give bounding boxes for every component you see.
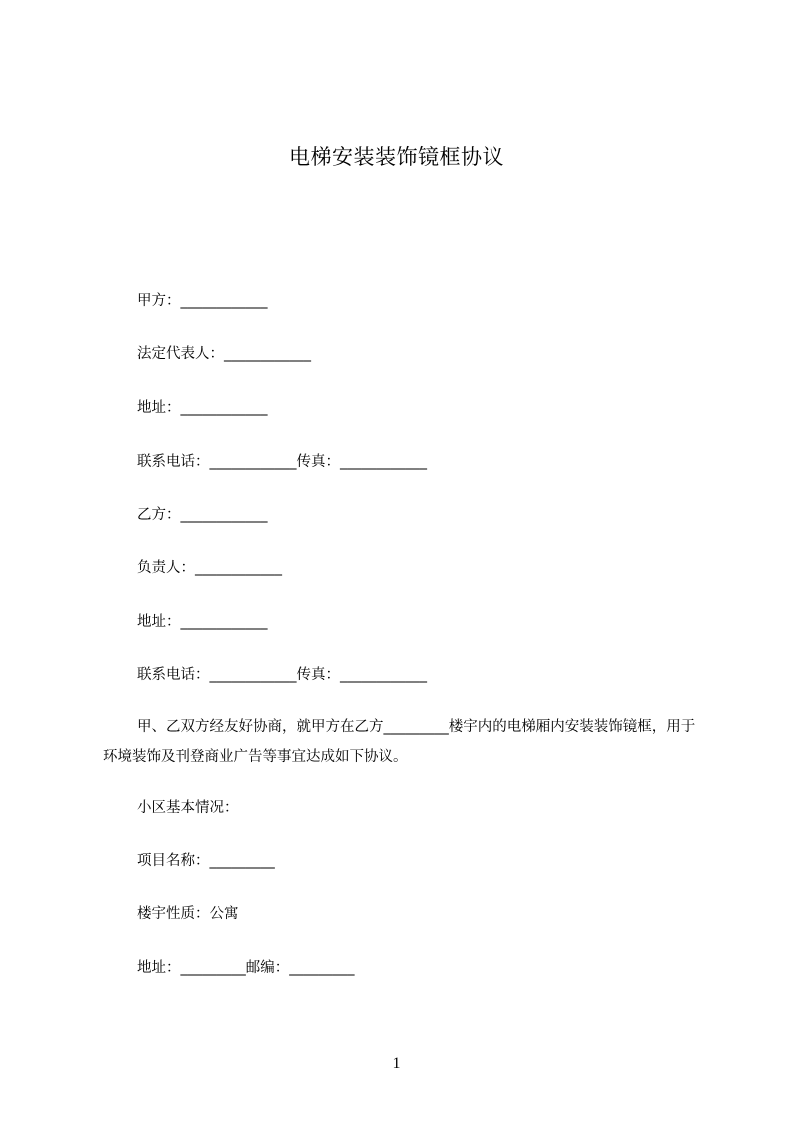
- intro-paragraph: 甲、乙双方经友好协商，就甲方在乙方_________楼宇内的电梯厢内安装装饰镜框，用于环境装饰及刊登商业广告等事宜达成如下协议。: [103, 719, 696, 765]
- page-number: 1: [392, 1055, 401, 1072]
- party-a-address-line: 地址：____________: [137, 400, 268, 416]
- community-heading: 小区基本情况：: [137, 800, 239, 816]
- party-b-line: 乙方：____________: [137, 507, 268, 523]
- project-name-line: 项目名称：_________: [137, 853, 275, 869]
- party-b-contact-line: 联系电话：____________传真：____________: [137, 667, 427, 683]
- document-title: 电梯安装装饰镜框协议: [289, 145, 504, 169]
- community-address-line: 地址：_________邮编：_________: [137, 960, 355, 976]
- party-a-line: 甲方：____________: [137, 293, 268, 309]
- party-a-contact-line: 联系电话：____________传真：____________: [137, 454, 427, 470]
- building-type-line: 楼宇性质：公寓: [137, 906, 239, 922]
- party-b-address-line: 地址：____________: [137, 614, 268, 630]
- responsible-person-line: 负责人：____________: [137, 560, 282, 576]
- legal-representative-line: 法定代表人：____________: [137, 346, 311, 362]
